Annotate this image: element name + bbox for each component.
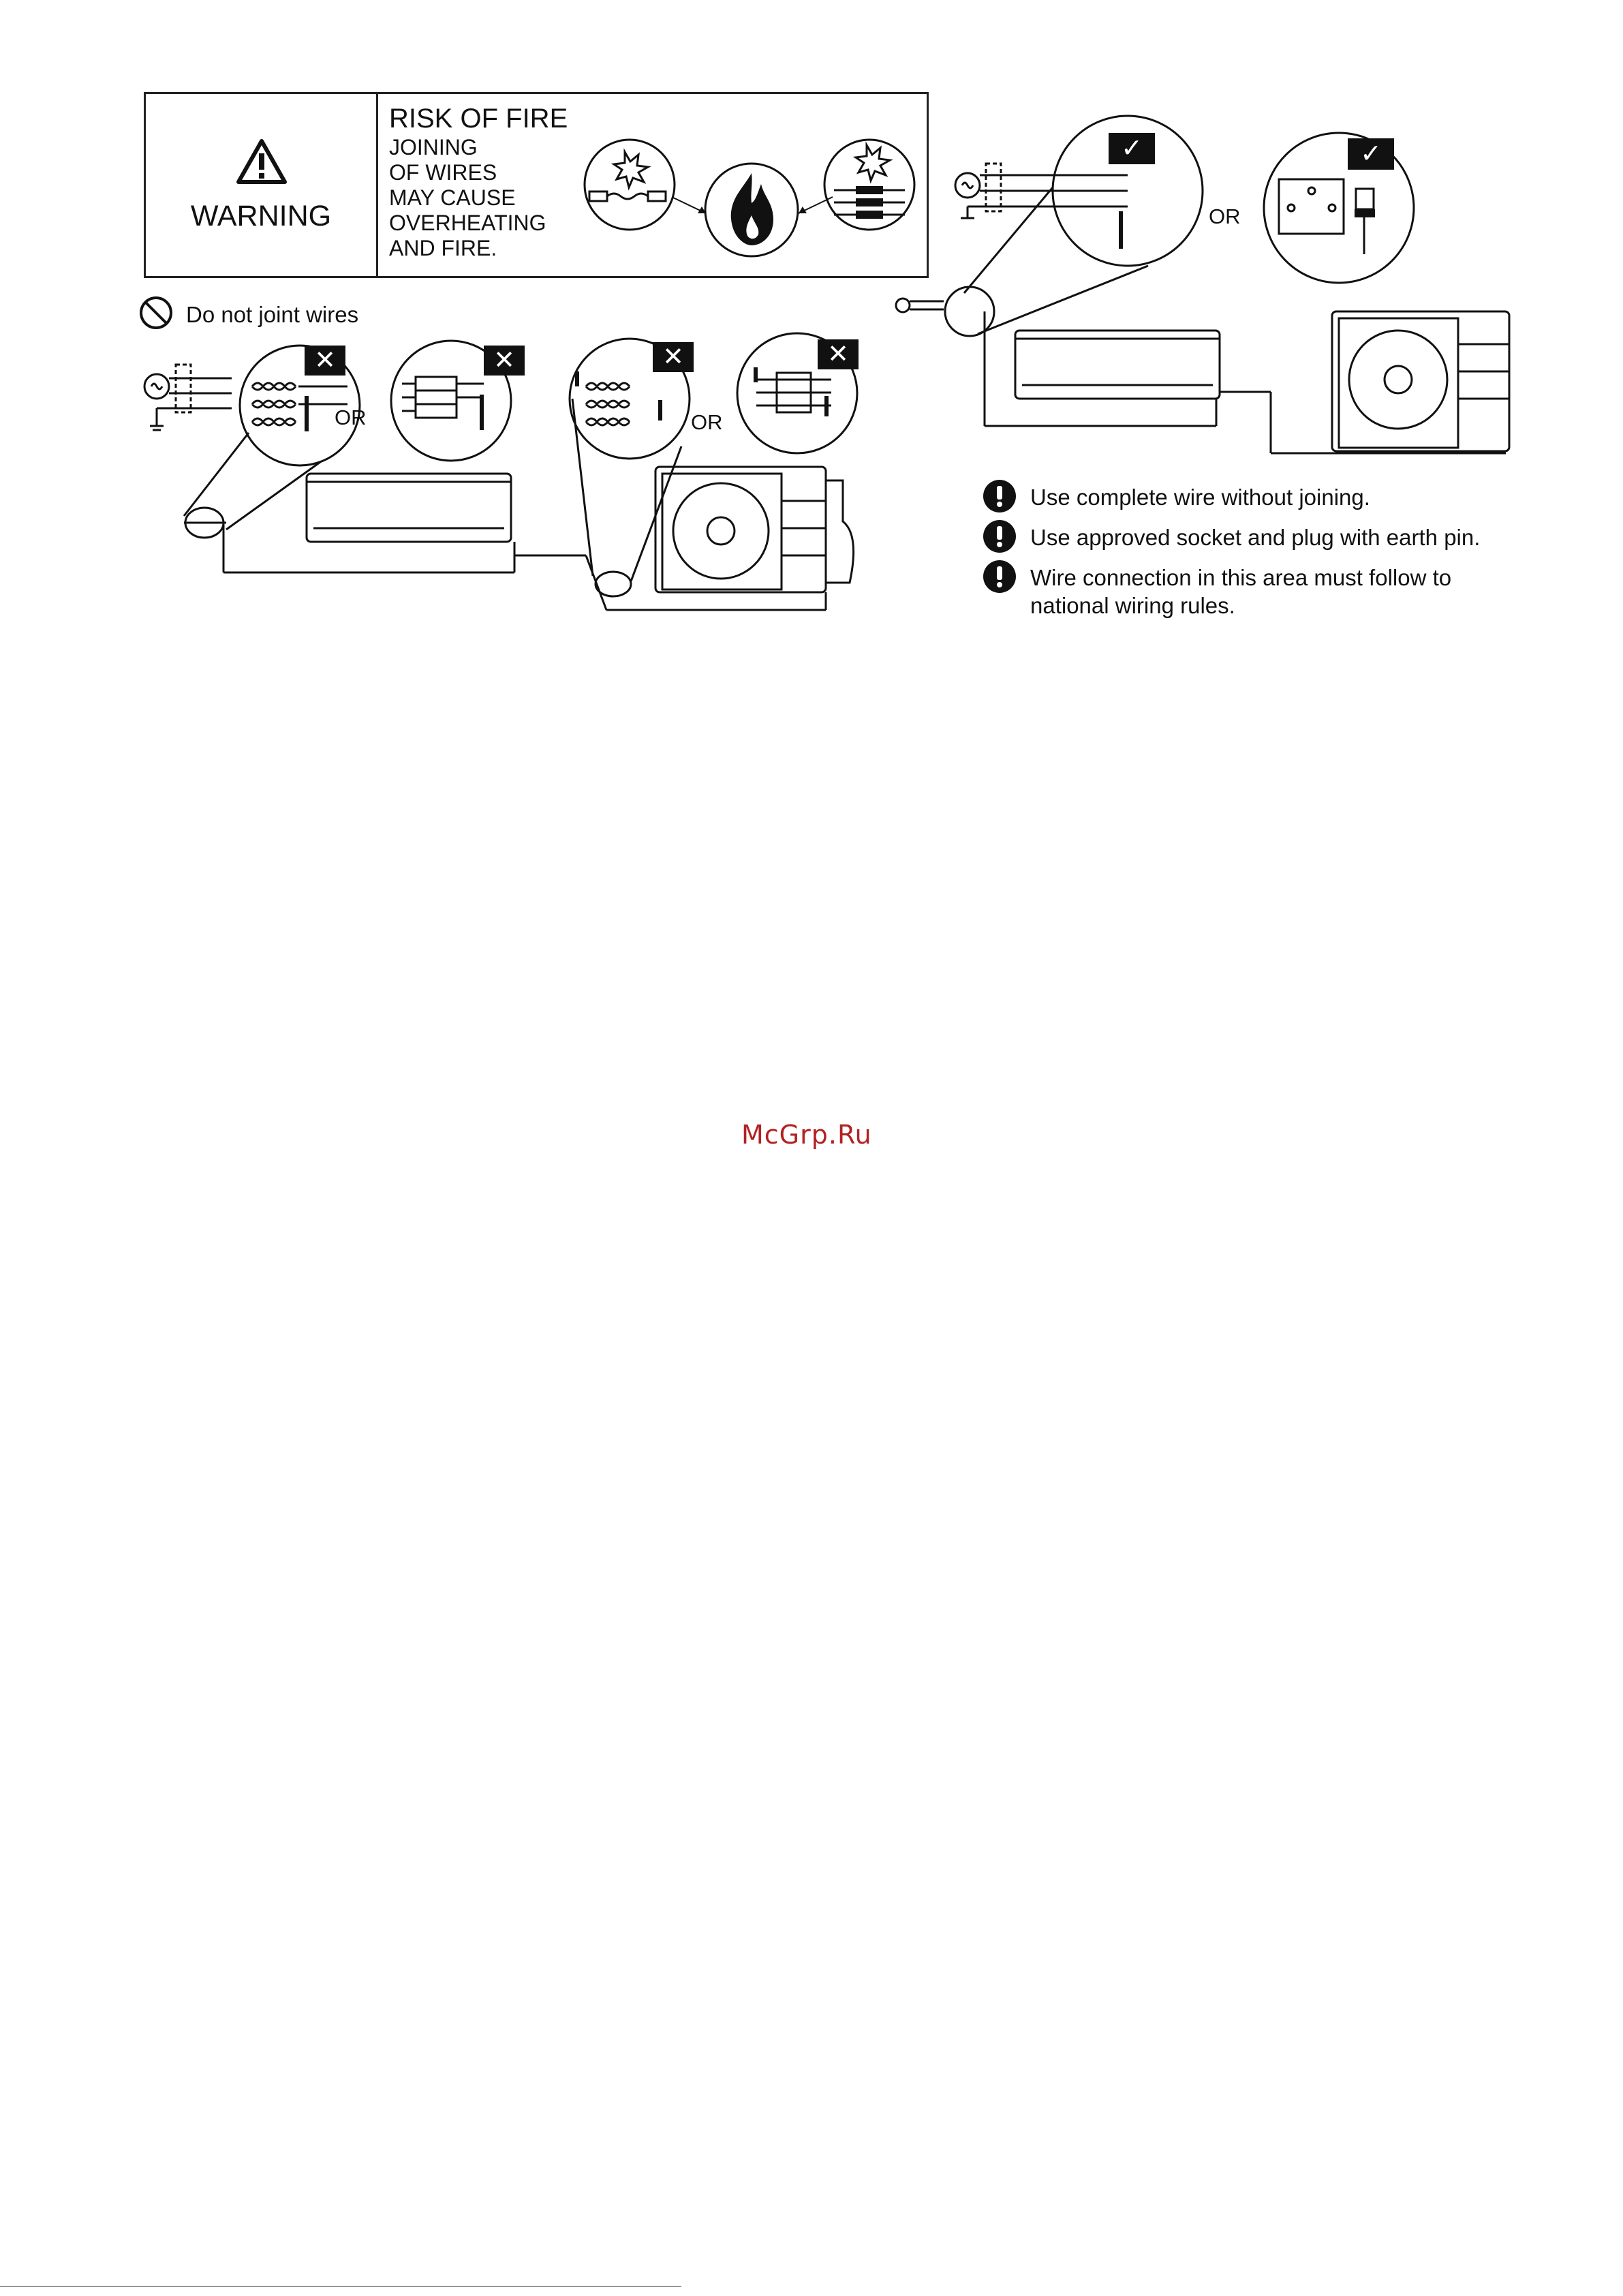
risk-line: OVERHEATING bbox=[389, 211, 546, 235]
warning-cell bbox=[146, 94, 378, 276]
arrow-icon bbox=[670, 193, 711, 220]
instruction-text: Use complete wire without joining. bbox=[1030, 485, 1370, 510]
warning-triangle-icon bbox=[237, 138, 286, 185]
or-label: OR bbox=[691, 410, 723, 434]
prohibited-mark: ✕ bbox=[305, 346, 345, 376]
spark-joint-illustration bbox=[577, 137, 683, 232]
approved-mark: ✓ bbox=[1109, 133, 1155, 164]
exclamation-icon bbox=[983, 560, 1017, 594]
prohibited-mark: ✕ bbox=[653, 342, 694, 372]
risk-line: JOINING bbox=[389, 135, 478, 159]
correct-wiring-diagram bbox=[889, 133, 1516, 460]
watermark: McGrp.Ru bbox=[741, 1120, 872, 1150]
fire-icon bbox=[702, 161, 801, 259]
risk-line: AND FIRE. bbox=[389, 236, 497, 260]
bottom-divider bbox=[0, 2286, 681, 2287]
prohibition-icon bbox=[138, 295, 174, 331]
risk-line: MAY CAUSE bbox=[389, 185, 516, 210]
risk-title: RISK OF FIRE bbox=[389, 104, 568, 134]
arrow-icon bbox=[793, 193, 834, 220]
warning-word: WARNING bbox=[190, 200, 332, 232]
instruction-text: Use approved socket and plug with earth pin. bbox=[1030, 525, 1481, 550]
exclamation-icon bbox=[983, 479, 1017, 513]
instruction-text: national wiring rules. bbox=[1030, 593, 1235, 618]
prohibition-text: Do not joint wires bbox=[186, 302, 359, 327]
approved-mark: ✓ bbox=[1348, 138, 1394, 170]
warning-box bbox=[144, 92, 929, 278]
risk-line: OF WIRES bbox=[389, 160, 497, 185]
or-label: OR bbox=[1209, 204, 1241, 228]
exclamation-icon bbox=[983, 519, 1017, 553]
or-label: OR bbox=[335, 405, 367, 429]
prohibited-mark: ✕ bbox=[818, 339, 859, 369]
joint-wires-diagram bbox=[143, 337, 879, 613]
instruction-text: Wire connection in this area must follow to bbox=[1030, 565, 1452, 590]
prohibited-mark: ✕ bbox=[484, 346, 525, 376]
